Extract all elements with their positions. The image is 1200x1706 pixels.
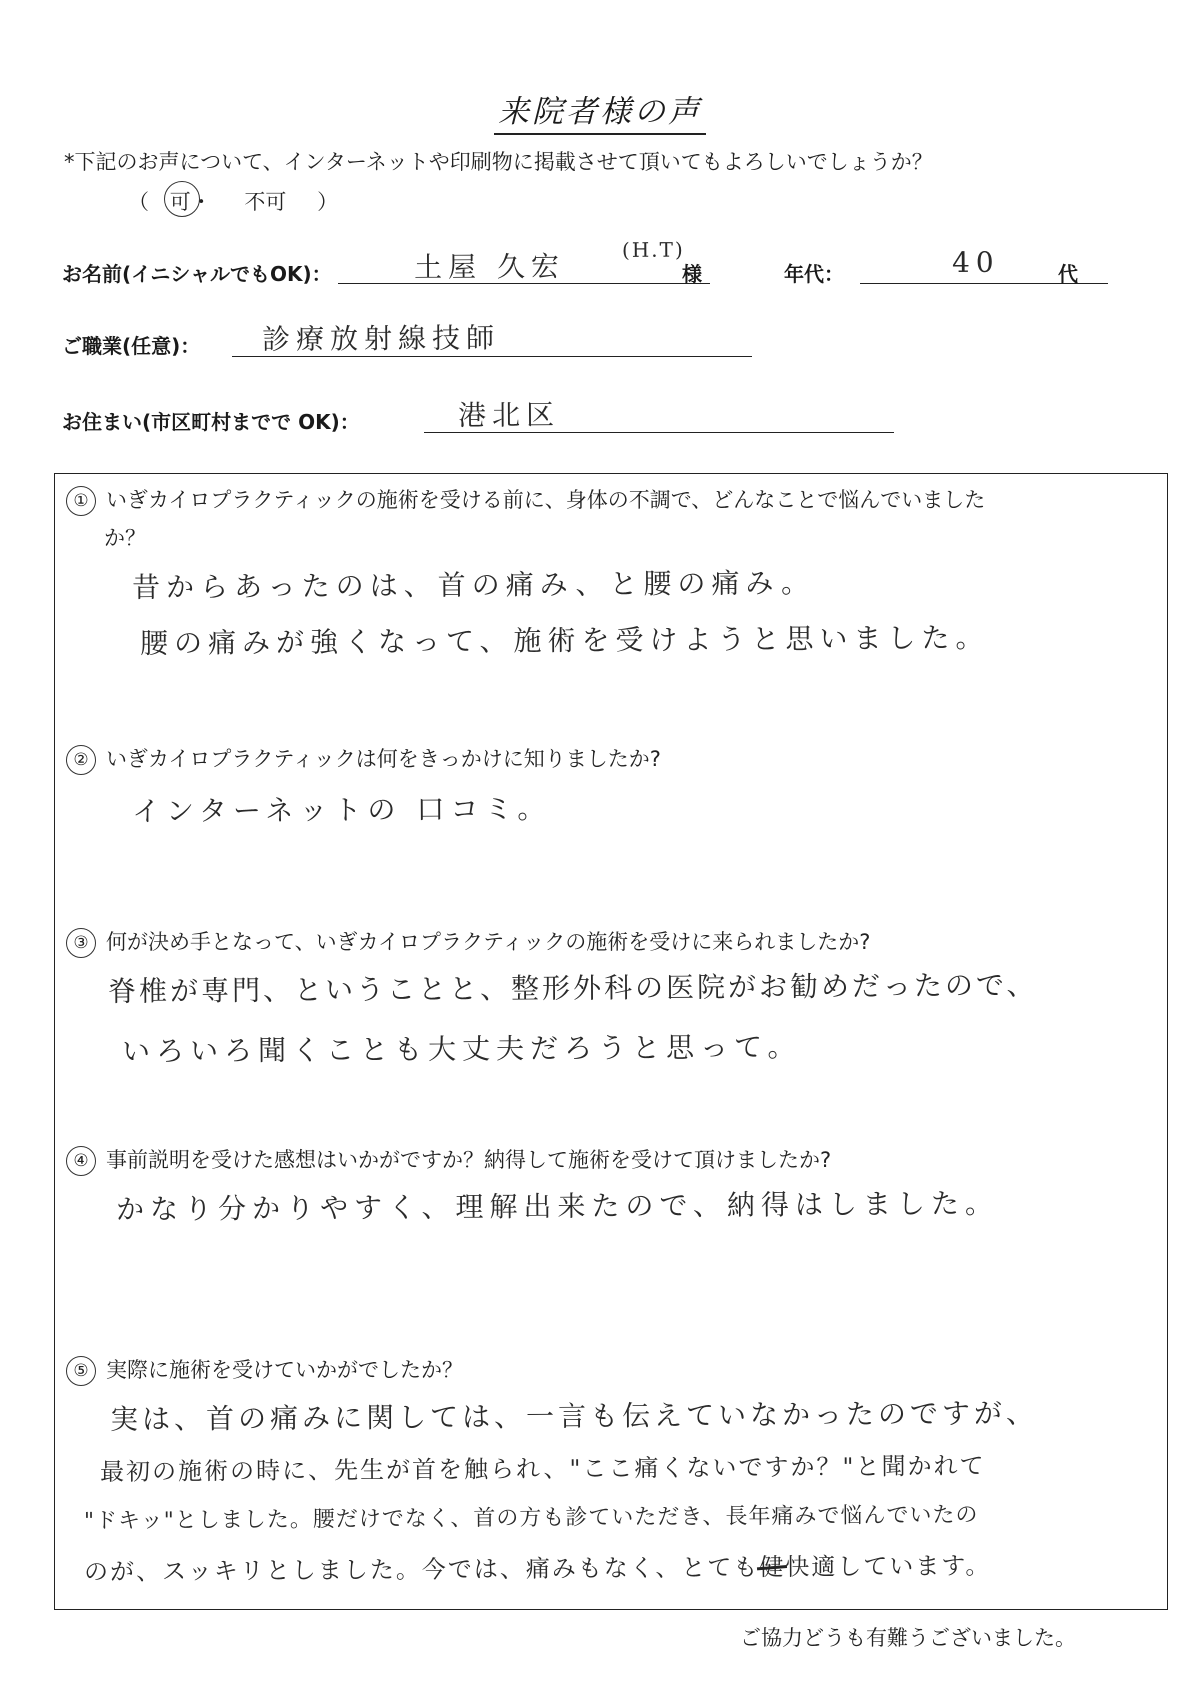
answer-3-line-2[interactable]: いろいろ聞くことも大丈夫だろうと思って。 (121, 1030, 802, 1068)
question-1 (66, 484, 985, 516)
question-1-text-cont: か？ (104, 526, 146, 550)
question-4-text: 事前説明を受けた感想はいかがですか？納得して施術を受けて頂けましたか? (106, 1148, 832, 1172)
question-5 (66, 1354, 463, 1386)
page-title (0, 86, 1200, 131)
question-3-number: ③ (66, 928, 96, 958)
occupation-label: ご職業(任意)： (62, 334, 201, 358)
age-value[interactable]: 40 (951, 245, 1000, 279)
question-1-text: いぎカイロプラクティックの施術を受ける前に、身体の不調で、どんなことで悩んでいました (106, 488, 986, 512)
name-label: お名前(イニシャルでもOK)： (62, 262, 332, 286)
answer-5-line-4[interactable] (84, 1546, 992, 1587)
consent-option-no[interactable]: 不可 (244, 190, 287, 214)
question-2 (66, 743, 661, 775)
name-honorific: 様 (682, 262, 702, 286)
page-title-text: 来院者様の声 (494, 94, 706, 135)
question-3 (66, 926, 870, 958)
age-label: 年代： (784, 262, 844, 286)
answer-5-struck-word: 健 (759, 1547, 785, 1582)
answer-5-line-4-end: 快適しています。 (785, 1551, 992, 1582)
consent-option-yes-label: 可 (169, 190, 191, 214)
question-4 (66, 1144, 831, 1176)
age-suffix: 代 (1058, 262, 1078, 286)
name-initials: (H.T) (621, 237, 685, 262)
question-5-number: ⑤ (66, 1356, 96, 1386)
answer-5-line-2[interactable]: 最初の施術の時に、先生が首を触られ、"ここ痛くないですか？"と聞かれて (99, 1451, 986, 1486)
selected-circle-icon (164, 181, 200, 217)
consent-paren-open: （ (128, 190, 149, 214)
name-value[interactable]: 土屋 久宏 (413, 249, 566, 284)
question-5-text: 実際に施術を受けていかがでしたか？ (106, 1358, 463, 1382)
answer-4-line-1[interactable]: かなり分かりやすく、理解出来たので、納得はしました。 (115, 1186, 999, 1226)
answer-1-line-1[interactable]: 昔からあったのは、首の痛み、と腰の痛み。 (131, 566, 816, 604)
consent-question: *下記のお声について、インターネットや印刷物に掲載させて頂いてもよろしいでしょうか？ (64, 150, 933, 174)
question-4-number: ④ (66, 1146, 96, 1176)
answer-5-line-4-text: のが、スッキリとしました。今では、痛みもなく、とても (83, 1553, 760, 1586)
question-2-text: いぎカイロプラクティックは何をきっかけに知りましたか? (106, 747, 661, 771)
consent-paren-close: ） (317, 190, 339, 214)
answer-3-line-1[interactable]: 脊椎が専門、ということと、整形外科の医院がお勧めだったので、 (107, 968, 1038, 1008)
residence-value[interactable]: 港北区 (457, 398, 561, 432)
consent-option-yes[interactable] (170, 186, 191, 216)
footer-thanks: ご協力どうも有難うございました。 (740, 1626, 1076, 1650)
occupation-value[interactable]: 診療放射線技師 (261, 321, 501, 356)
answer-5-line-3[interactable]: "ドキッ"としました。腰だけでなく、首の方も診ていただき、長年痛みで悩んでいたの (83, 1502, 979, 1534)
question-1-number: ① (66, 486, 96, 516)
residence-label: お住まい(市区町村までで OK)： (62, 410, 360, 434)
answer-5-line-1[interactable]: 実は、首の痛みに関しては、一言も伝えていなかったのですが、 (109, 1396, 1039, 1436)
question-3-text: 何が決め手となって、いぎカイロプラクティックの施術を受けに来られましたか? (106, 930, 871, 954)
consent-options (128, 186, 338, 216)
consent-separator: ・ (190, 190, 212, 214)
answer-1-line-2[interactable]: 腰の痛みが強くなって、施術を受けようと思いました。 (139, 621, 990, 660)
question-2-number: ② (66, 745, 96, 775)
answer-2-line-1[interactable]: インターネットの 口コミ。 (131, 792, 552, 828)
